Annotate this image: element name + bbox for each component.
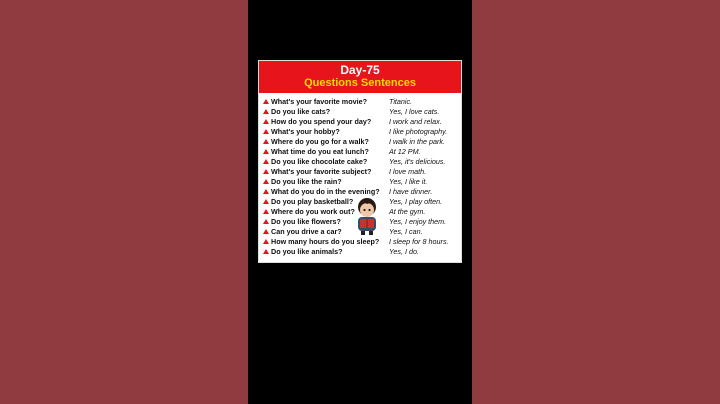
bullet-triangle-icon: [263, 99, 269, 104]
answer-text: Yes, it's delicious.: [389, 157, 446, 166]
question-text: What's your favorite subject?: [271, 167, 372, 176]
answer-text: Yes, I love cats.: [389, 107, 440, 116]
qa-row: [263, 177, 459, 187]
answer-text: Yes, I can.: [389, 227, 423, 236]
bullet-triangle-icon: [263, 209, 269, 214]
answer-text: Yes, I play often.: [389, 197, 443, 206]
question-text: Do you play basketball?: [271, 197, 354, 206]
bullet-triangle-icon: [263, 119, 269, 124]
bullet-triangle-icon: [263, 189, 269, 194]
bullet-triangle-icon: [263, 109, 269, 114]
question-text: How many hours do you sleep?: [271, 237, 380, 246]
question-text: Can you drive a car?: [271, 227, 342, 236]
bullet-triangle-icon: [263, 169, 269, 174]
answer-text: I love math.: [389, 167, 427, 176]
question-text: Where do you go for a walk?: [271, 137, 369, 146]
question-text: Do you like the rain?: [271, 177, 342, 186]
answer-text: At 12 PM.: [389, 147, 421, 156]
qa-row: [263, 147, 459, 157]
bullet-triangle-icon: [263, 249, 269, 254]
qa-row: [263, 247, 459, 257]
question-text: What's your hobby?: [271, 127, 340, 136]
title-banner: [259, 61, 461, 93]
qa-row: [263, 117, 459, 127]
bullet-triangle-icon: [263, 229, 269, 234]
bullet-triangle-icon: [263, 159, 269, 164]
question-text: What's your favorite movie?: [271, 97, 367, 106]
question-text: Do you like animals?: [271, 247, 343, 256]
qa-row: [263, 97, 459, 107]
question-text: What time do you eat lunch?: [271, 147, 369, 156]
day-title: Day-75: [340, 63, 380, 77]
answer-text: Yes, I like it.: [389, 177, 428, 186]
answer-text: I walk in the park.: [389, 137, 445, 146]
bullet-triangle-icon: [263, 199, 269, 204]
bullet-triangle-icon: [263, 179, 269, 184]
left-background-panel: [0, 0, 248, 404]
question-text: Do you like flowers?: [271, 217, 341, 226]
answer-text: I sleep for 8 hours.: [389, 237, 449, 246]
answer-text: I like photography.: [389, 127, 448, 136]
right-background-panel: [472, 0, 720, 404]
bullet-triangle-icon: [263, 149, 269, 154]
question-text: Do you like chocolate cake?: [271, 157, 368, 166]
lesson-card: [258, 60, 462, 263]
answer-text: Yes, I do.: [389, 247, 419, 256]
bullet-triangle-icon: [263, 129, 269, 134]
question-text: What do you do in the evening?: [271, 187, 380, 196]
question-text: How do you spend your day?: [271, 117, 372, 126]
question-text: Where do you work out?: [271, 207, 355, 216]
qa-row: [263, 167, 459, 177]
qa-row: [263, 237, 459, 247]
qa-row: [263, 107, 459, 117]
subtitle: Questions Sentences: [304, 77, 416, 89]
answer-text: I have dinner.: [389, 187, 433, 196]
answer-text: I work and relax.: [389, 117, 442, 126]
bullet-triangle-icon: [263, 239, 269, 244]
bullet-triangle-icon: [263, 219, 269, 224]
qa-row: [263, 127, 459, 137]
qa-row: [263, 137, 459, 147]
answer-text: At the gym.: [389, 207, 426, 216]
question-text: Do you like cats?: [271, 107, 331, 116]
answer-text: Titanic.: [389, 97, 413, 106]
reading-boy-illustration: [353, 195, 381, 235]
answer-text: Yes, I enjoy them.: [389, 217, 447, 226]
qa-row: [263, 157, 459, 167]
bullet-triangle-icon: [263, 139, 269, 144]
